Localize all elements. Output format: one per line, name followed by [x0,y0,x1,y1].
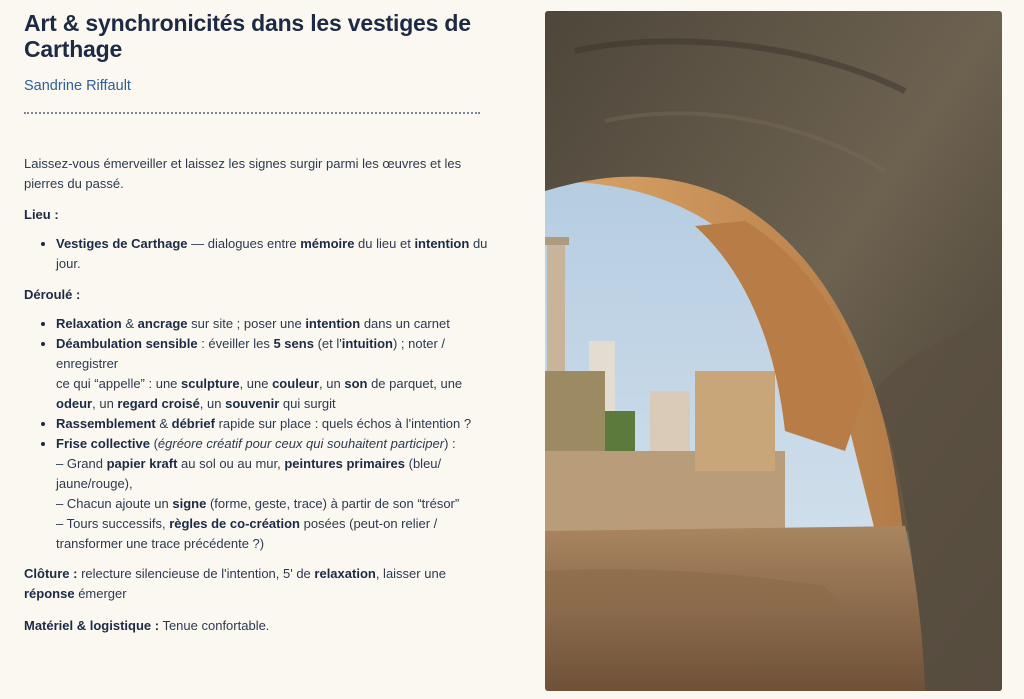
intro-paragraph: Laissez-vous émerveiller et laissez les signes surgir parmi les œuvres et les pierres du passé. [24,156,462,191]
list-item: • Vestiges de Carthage — dialogues entre mémoire du lieu et intention du jour. [56,234,489,274]
ruins-illustration [545,11,1002,691]
article-text [24,10,489,636]
list-item: • Frise collective (égréore créatif pour ceux qui souhaitent participer) : – Grand papier kraft au sol ou au mur, peintures primaires (bleu/ jaune/rouge), – Chacun ajoute un signe (forme, geste, trace) à partir de son “trésor” – Tours successifs, règles de co-création posées (peut-on relier / transformer une trace précédente ?) [56,434,489,554]
page-title: Art & synchronicités dans les vestiges de Carthage [24,10,471,62]
lieu-heading: Lieu : [24,207,59,222]
author-name[interactable]: Sandrine Riffault [24,78,131,94]
list-item: • Déambulation sensible : éveiller les 5 sens (et l'intuition) ; noter / enregistrer ce qui “appelle” : une sculpture, une couleur, un son de parquet, une odeur, un regard croisé, un souvenir qui surgit [56,334,489,414]
list-item: • Relaxation & ancrage sur site ; poser une intention dans un carnet [56,314,489,334]
deroule-list [24,314,489,554]
list-item: • Rassemblement & débrief rapide sur place : quels échos à l'intention ? [56,414,489,434]
deroule-heading: Déroulé : [24,287,81,302]
cloture-paragraph: Clôture : relecture silencieuse de l'intention, 5' de relaxation, laisser une réponse émerger [24,566,446,601]
materiel-paragraph: Matériel & logistique : Tenue confortable. [24,618,270,633]
lieu-list [24,234,489,274]
carthage-ruins-photo [545,11,1002,691]
dotted-divider [24,112,480,114]
